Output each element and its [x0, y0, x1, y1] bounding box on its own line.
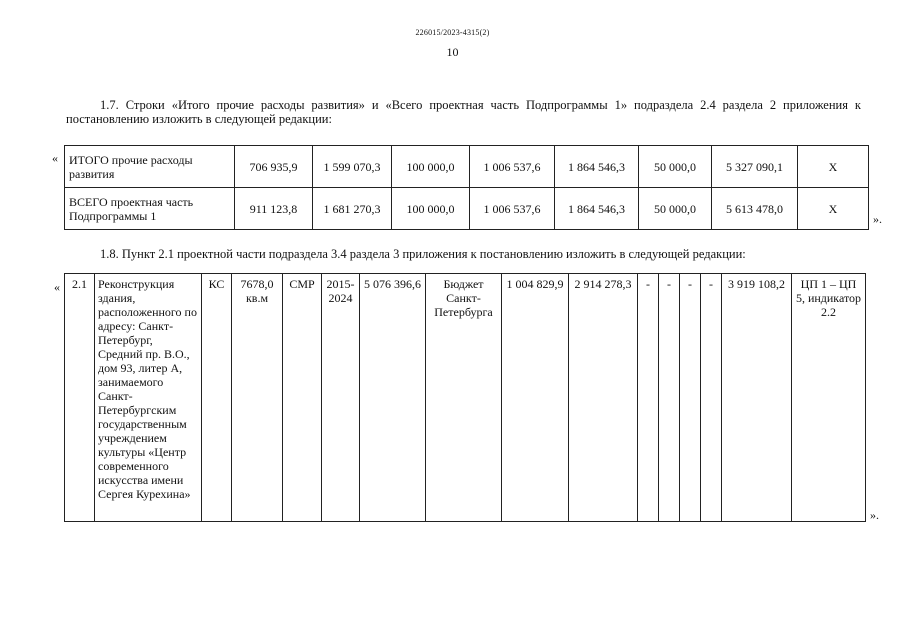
document-number: 226015/2023-4315(2) [415, 28, 490, 37]
cell: 1 864 546,3 [555, 146, 639, 188]
table-row [65, 146, 869, 188]
project-table [64, 273, 866, 522]
cell: 100 000,0 [392, 188, 470, 230]
cell: 50 000,0 [639, 146, 712, 188]
cell: - [680, 274, 701, 522]
cell: - [701, 274, 722, 522]
cell: 5 613 478,0 [712, 188, 798, 230]
cell: 2 914 278,3 [569, 274, 638, 522]
table2-open-quote: « [54, 280, 60, 294]
cell: 7678,0 кв.м [232, 274, 283, 522]
cell: 911 123,8 [235, 188, 313, 230]
cell: 1 006 537,6 [470, 146, 555, 188]
indicator-cell: ЦП 1 – ЦП 5, индикатор 2.2 [792, 274, 866, 522]
row-label: ВСЕГО проектная часть Подпрограммы 1 [65, 188, 235, 230]
paragraph-1-7: 1.7. Строки «Итого прочие расходы развития» и «Всего проектная часть Подпрограммы 1» подраздела 2.4 раздела 2 приложения к постановлению изложить в следующей редакции: [66, 98, 861, 126]
object-name: Реконструкция здания, расположенного по адресу: Санкт-Петербург, Средний пр. В.О., дом 93, литер А, занимаемого Санкт-Петербургским государственным учреждением культуры «Центр современного искусства имени Сергея Курехина» [95, 274, 202, 522]
table2-close-quote: ». [870, 508, 879, 522]
table-row [65, 188, 869, 230]
cell: - [659, 274, 680, 522]
item-number: 2.1 [65, 274, 95, 522]
table-row [65, 274, 866, 522]
table1-close-quote: ». [873, 212, 882, 226]
cell: 3 919 108,2 [722, 274, 792, 522]
row-label: ИТОГО прочие расходы развития [65, 146, 235, 188]
page-number: 10 [446, 45, 459, 59]
totals-table [64, 145, 869, 230]
cell: 1 004 829,9 [502, 274, 569, 522]
cell: 100 000,0 [392, 146, 470, 188]
table1-open-quote: « [52, 151, 58, 165]
cell: 706 935,9 [235, 146, 313, 188]
cell: - [638, 274, 659, 522]
cell: 1 599 070,3 [313, 146, 392, 188]
cell: 5 076 396,6 [360, 274, 426, 522]
cell: СМР [283, 274, 322, 522]
paragraph-1-8: 1.8. Пункт 2.1 проектной части подраздела 3.4 раздела 3 приложения к постановлению изложить в следующей редакции: [100, 247, 746, 261]
cell: 1 006 537,6 [470, 188, 555, 230]
cell: Бюджет Санкт-Петербурга [426, 274, 502, 522]
cell: X [798, 146, 869, 188]
cell: 1 864 546,3 [555, 188, 639, 230]
cell: 50 000,0 [639, 188, 712, 230]
cell: 1 681 270,3 [313, 188, 392, 230]
cell: 2015-2024 [322, 274, 360, 522]
cell: КС [202, 274, 232, 522]
cell: 5 327 090,1 [712, 146, 798, 188]
cell: X [798, 188, 869, 230]
